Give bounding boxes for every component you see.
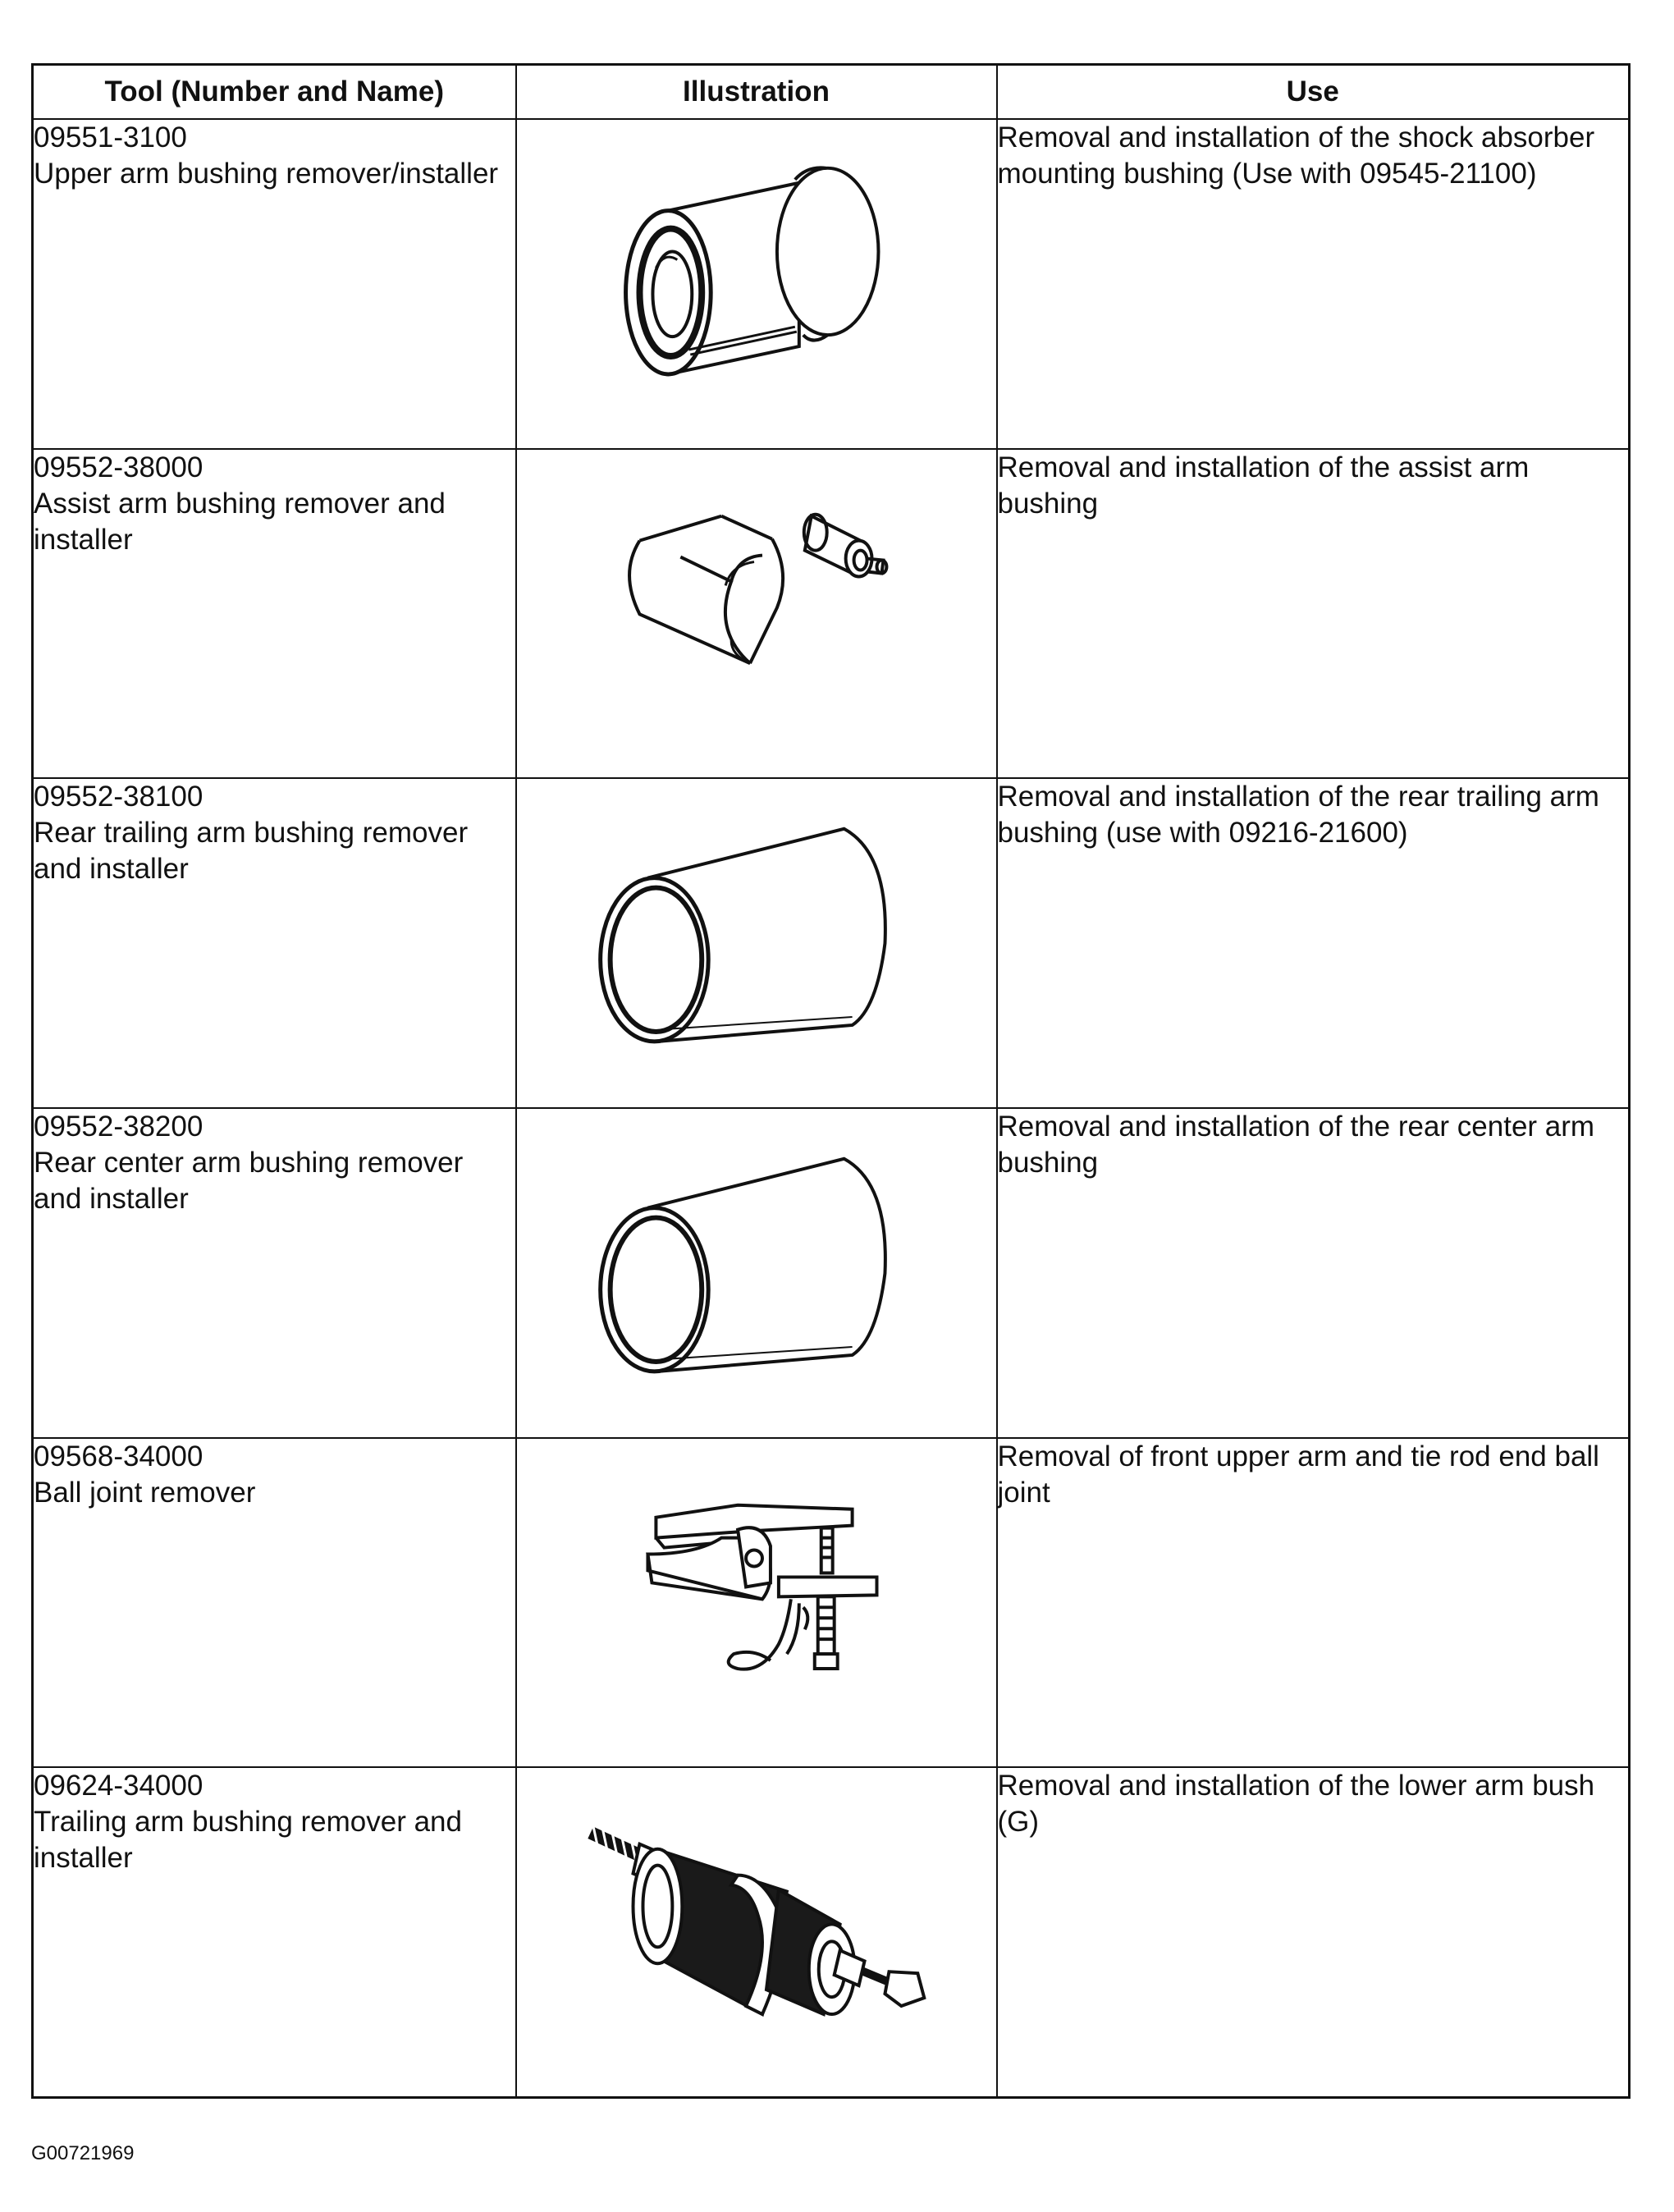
use-cell [997, 1108, 1630, 1438]
table-row [33, 1767, 1630, 2097]
table-row [33, 1108, 1630, 1438]
tool-name: Rear trailing arm bushing remover and installer [34, 817, 469, 886]
flanged-bushing-tool-icon [517, 120, 996, 448]
use-cell [997, 778, 1630, 1108]
illustration-cell [516, 449, 997, 779]
header-use: Use [997, 65, 1630, 120]
tool-name: Upper arm bushing remover/installer [34, 158, 499, 190]
ball-joint-remover-icon [517, 1439, 996, 1767]
tool-name: Assist arm bushing remover and installer [34, 487, 446, 556]
use-text: Removal and installation of the assist arm bushing [997, 451, 1530, 520]
tool-cell [33, 119, 516, 449]
tool-number: 09552-38000 [34, 451, 204, 483]
tool-cell [33, 778, 516, 1108]
table-row [33, 119, 1630, 449]
table-header-row [33, 65, 1630, 120]
figure-code: G00721969 [31, 2142, 135, 2164]
header-tool: Tool (Number and Name) [33, 65, 516, 120]
tool-number: 09551-3100 [34, 121, 187, 153]
tool-name: Ball joint remover [34, 1476, 256, 1509]
use-text: Removal and installation of the rear center arm bushing [997, 1110, 1595, 1179]
illustration-cell [516, 119, 997, 449]
use-cell [997, 1767, 1630, 2097]
sleeve-cylinder-icon [517, 1109, 996, 1437]
use-text: Removal of front upper arm and tie rod end ball joint [997, 1440, 1599, 1509]
tool-number: 09552-38200 [34, 1110, 204, 1143]
table-row [33, 1438, 1630, 1768]
tool-cell [33, 449, 516, 779]
table-row [33, 449, 1630, 779]
table-row [33, 778, 1630, 1108]
use-cell [997, 1438, 1630, 1768]
use-cell [997, 449, 1630, 779]
tool-name: Trailing arm bushing remover and installer [34, 1806, 462, 1875]
tool-number: 09552-38100 [34, 781, 204, 813]
tool-number: 09568-34000 [34, 1440, 204, 1472]
illustration-cell [516, 1767, 997, 2097]
tool-cell [33, 1438, 516, 1768]
illustration-cell [516, 1108, 997, 1438]
illustration-cell [516, 1438, 997, 1768]
illustration-cell [516, 778, 997, 1108]
use-text: Removal and installation of the shock absorber mounting bushing (Use with 09545-21100) [997, 121, 1595, 190]
tool-cell [33, 1108, 516, 1438]
tool-number: 09624-34000 [34, 1770, 204, 1802]
sleeve-cylinder-icon [517, 779, 996, 1107]
use-cell [997, 119, 1630, 449]
header-illustration: Illustration [516, 65, 997, 120]
special-tools-table [31, 63, 1631, 2099]
use-text: Removal and installation of the rear trailing arm bushing (use with 09216-21600) [997, 781, 1599, 850]
threaded-bushing-puller-icon [517, 1768, 996, 2096]
tool-cell [33, 1767, 516, 2097]
use-text: Removal and installation of the lower arm bush (G) [997, 1770, 1595, 1839]
split-sleeve-and-pin-icon [517, 450, 996, 778]
tool-name: Rear center arm bushing remover and installer [34, 1146, 464, 1215]
